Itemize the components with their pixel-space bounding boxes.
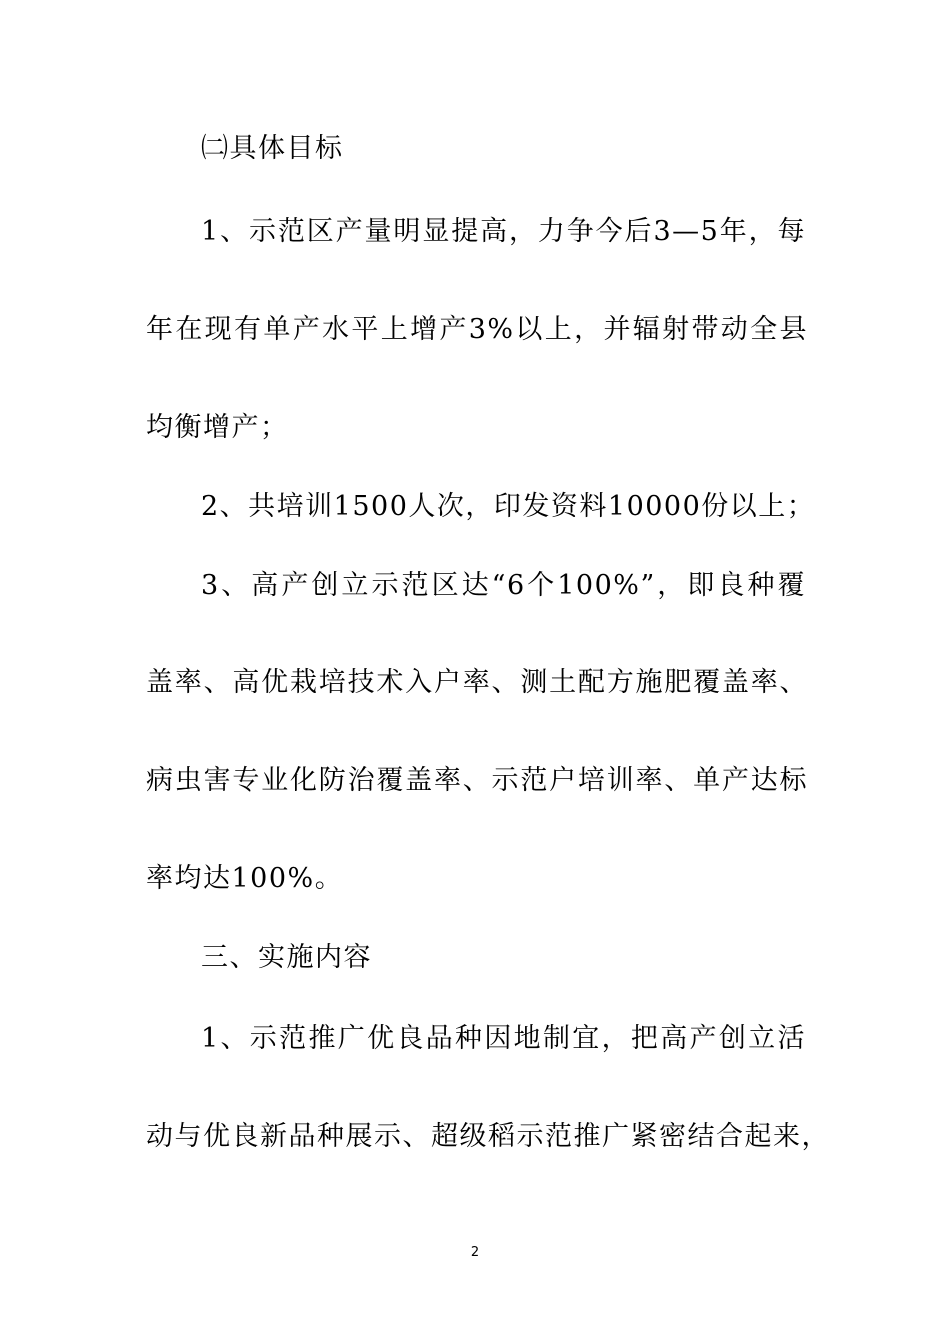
- paragraph-line: 3、高产创立示范区达“6个100%”，即良种覆: [201, 570, 806, 601]
- page-number: 2: [470, 1245, 480, 1260]
- section-heading-specific-goals: ㈡具体目标: [201, 133, 344, 164]
- paragraph-line: 病虫害专业化防治覆盖率、示范户培训率、单产达标: [146, 765, 808, 796]
- paragraph-line: 均衡增产；: [146, 412, 289, 443]
- paragraph-line: 盖率、高优栽培技术入户率、测土配方施肥覆盖率、: [146, 667, 808, 698]
- paragraph-line: 2、共培训1500人次，印发资料10000份以上；: [201, 491, 816, 522]
- paragraph-line: 1、示范推广优良品种因地制宜，把高产创立活: [201, 1023, 806, 1054]
- paragraph-line: 动与优良新品种展示、超级稻示范推广紧密结合起来，: [146, 1121, 830, 1152]
- paragraph-line: 年在现有单产水平上增产3%以上，并辐射带动全县: [146, 314, 808, 345]
- section-heading-implementation: 三、实施内容: [201, 942, 372, 973]
- paragraph-line: 1、示范区产量明显提高，力争今后3—5年，每: [201, 216, 806, 247]
- paragraph-line: 率均达100%。: [146, 863, 344, 894]
